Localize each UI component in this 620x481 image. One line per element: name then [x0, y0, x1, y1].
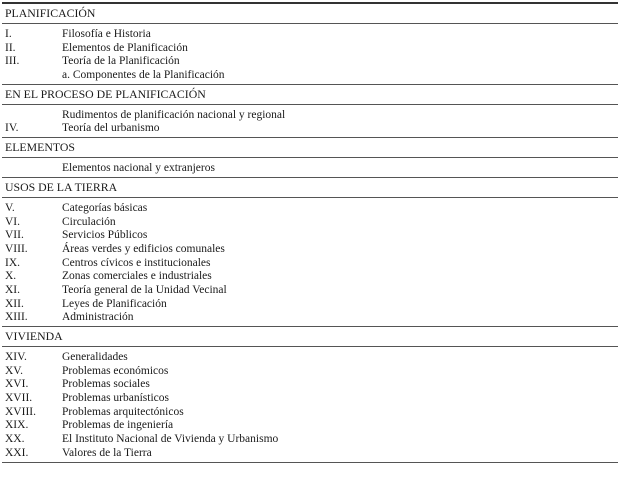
list-item — [2, 284, 618, 298]
item-number — [2, 69, 62, 83]
item-label: Servicios Públicos — [62, 229, 148, 242]
list-item — [2, 216, 618, 230]
section — [2, 2, 618, 84]
item-label: Filosofía e Historia — [62, 28, 151, 40]
list-item — [2, 298, 618, 312]
item-number — [2, 109, 62, 123]
item-number: X. — [5, 270, 17, 283]
item-number: XI. — [5, 283, 21, 296]
item-label: Problemas de ingeniería — [62, 419, 174, 432]
item-label: El Instituto Nacional de Vivienda y Urbanismo — [62, 433, 279, 446]
list-item — [2, 270, 618, 284]
item-label: a. Componentes de la Planificación — [62, 69, 225, 82]
list-item — [2, 365, 618, 379]
item-number: VII. — [5, 229, 24, 242]
section-title: PLANIFICACIÓN — [2, 4, 618, 24]
item-label: Categorías básicas — [62, 201, 148, 214]
item-label: Problemas económicos — [62, 364, 169, 377]
item-number: XIV. — [5, 351, 27, 363]
item-label: Zonas comerciales e industriales — [62, 270, 212, 283]
section-title: ELEMENTOS — [2, 138, 618, 158]
item-label: Valores de la Tierra — [62, 446, 152, 459]
section-items — [2, 158, 618, 177]
item-number: XXI. — [5, 446, 29, 459]
item-number: XV. — [5, 364, 24, 377]
item-label: Teoría del urbanismo — [62, 122, 160, 135]
list-item — [2, 378, 618, 392]
list-item — [2, 243, 618, 257]
section-title: EN EL PROCESO DE PLANIFICACIÓN — [2, 85, 618, 105]
section — [2, 137, 618, 177]
item-number: XII. — [5, 297, 24, 310]
list-item — [2, 69, 618, 83]
list-item — [2, 406, 618, 420]
item-number: VIII. — [5, 242, 28, 255]
item-number: V. — [5, 201, 15, 214]
item-number: XVII. — [5, 392, 33, 405]
item-number: XVI. — [5, 378, 29, 391]
list-item — [2, 433, 618, 447]
list-item — [2, 162, 618, 176]
list-item — [2, 447, 618, 461]
item-label: Elementos nacional y extranjeros — [62, 162, 215, 175]
item-number: VI. — [5, 215, 21, 228]
item-number: IX. — [5, 256, 21, 269]
item-label: Generalidades — [62, 351, 128, 363]
section — [2, 326, 618, 463]
list-item — [2, 42, 618, 56]
list-item — [2, 55, 618, 69]
item-label: Elementos de Planificación — [62, 41, 188, 54]
list-item — [2, 419, 618, 433]
section-items — [2, 198, 618, 326]
document-table — [2, 0, 618, 463]
item-number: III. — [5, 55, 20, 68]
item-number: II. — [5, 41, 16, 54]
item-label: Problemas sociales — [62, 378, 150, 391]
list-item — [2, 28, 618, 42]
item-label: Teoría general de la Unidad Vecinal — [62, 283, 227, 296]
item-label: Leyes de Planificación — [62, 297, 167, 310]
section-title: VIVIENDA — [2, 327, 618, 347]
list-item — [2, 109, 618, 123]
section — [2, 84, 618, 137]
list-item — [2, 351, 618, 365]
item-label: Rudimentos de planificación nacional y regional — [62, 108, 286, 121]
item-label: Problemas urbanísticos — [62, 392, 169, 405]
item-label: Circulación — [62, 215, 116, 228]
item-number: XX. — [5, 433, 25, 446]
section — [2, 177, 618, 326]
item-label: Administración — [62, 311, 134, 324]
section-items — [2, 24, 618, 84]
list-item — [2, 122, 618, 136]
item-number — [2, 162, 62, 176]
section-items — [2, 105, 618, 137]
list-item — [2, 202, 618, 216]
list-item — [2, 257, 618, 271]
item-number: IV. — [5, 122, 19, 135]
item-number: XIX. — [5, 419, 29, 432]
list-item — [2, 311, 618, 325]
item-label: Problemas arquitectónicos — [62, 405, 184, 418]
section-title: USOS DE LA TIERRA — [2, 178, 618, 198]
item-number: XVIII. — [5, 405, 36, 418]
item-label: Centros cívicos e institucionales — [62, 256, 211, 269]
item-number: XIII. — [5, 311, 28, 324]
list-item — [2, 229, 618, 243]
list-item — [2, 392, 618, 406]
item-label: Teoría de la Planificación — [62, 55, 180, 68]
item-label: Áreas verdes y edificios comunales — [62, 242, 225, 255]
section-items — [2, 347, 618, 462]
item-number: I. — [5, 28, 12, 40]
